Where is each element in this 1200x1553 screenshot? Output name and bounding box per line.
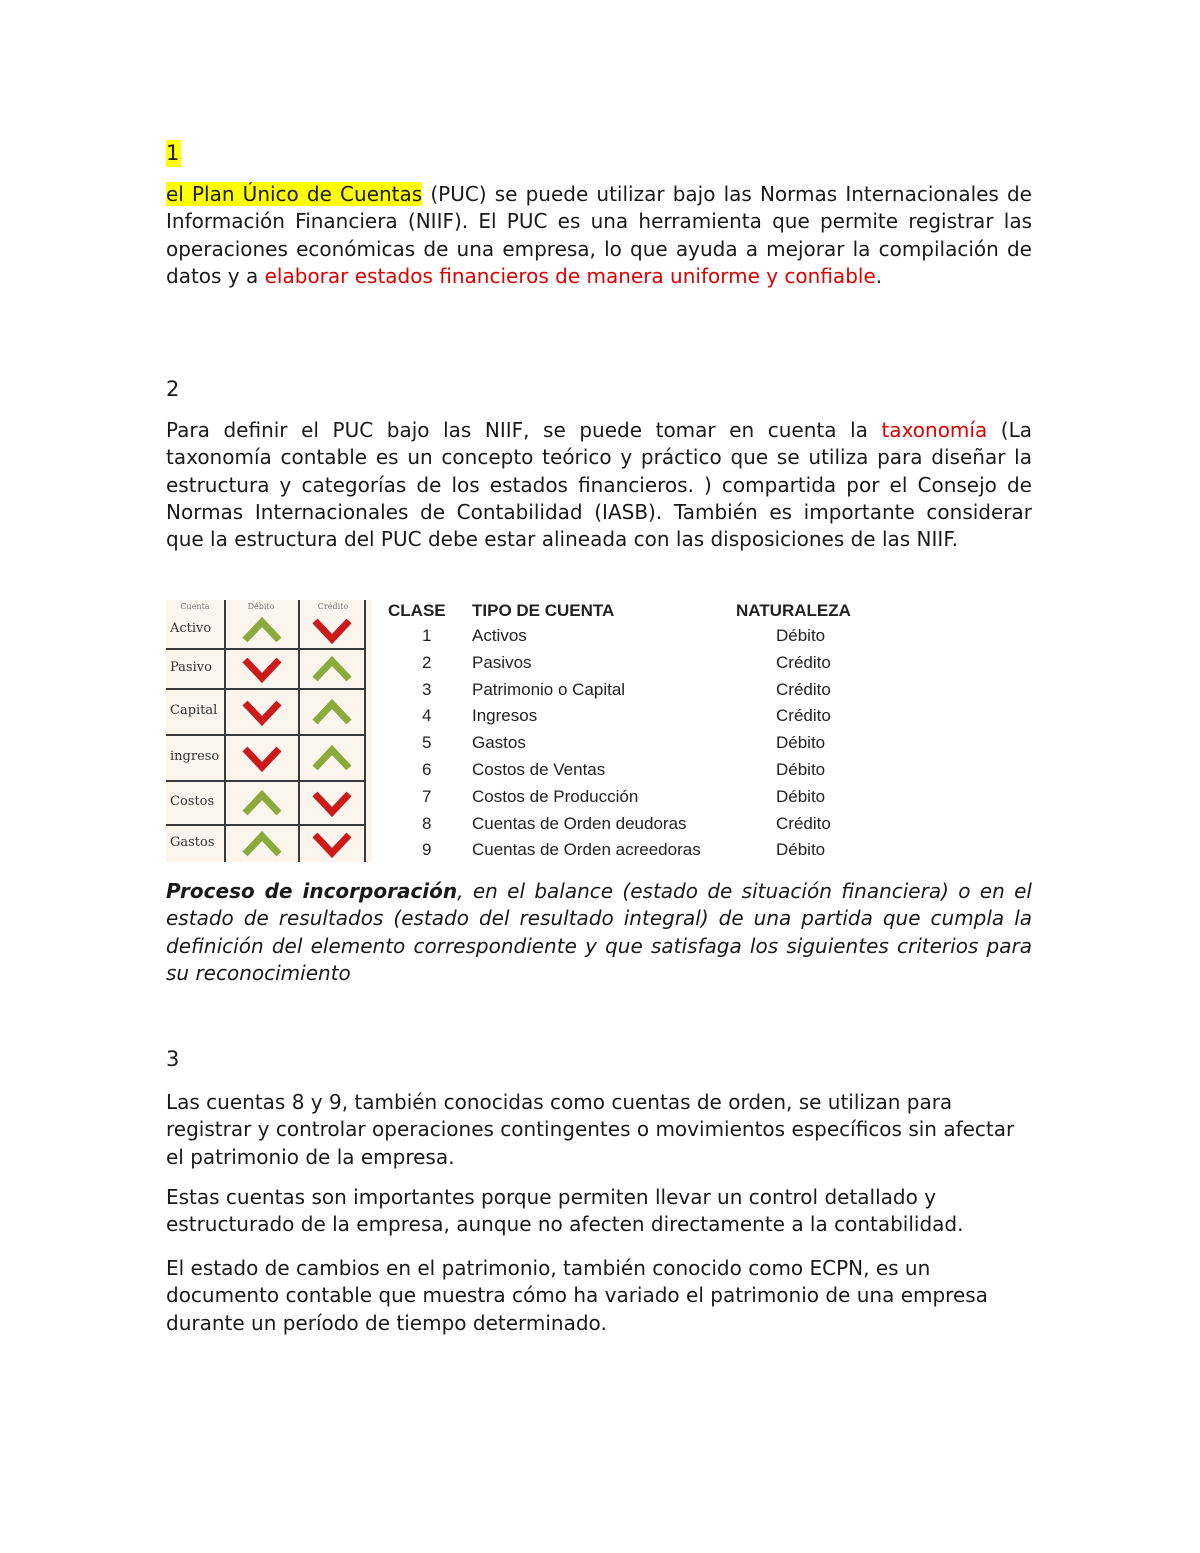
chart-row-label: Pasivo xyxy=(170,660,212,675)
chart-row-label: Costos xyxy=(170,794,215,809)
chevron-down-icon xyxy=(242,655,282,683)
account-type: Costos de Producción xyxy=(472,786,639,806)
proceso-incorporacion-term: Proceso de incorporación xyxy=(166,879,458,903)
account-nature: Débito xyxy=(776,626,826,645)
class-table-header-naturaleza: NATURALEZA xyxy=(736,601,851,620)
class-number: 7 xyxy=(422,786,432,806)
taxonomia-red-word: taxonomía xyxy=(881,418,988,442)
section-3-paragraph-3: El estado de cambios en el patrimonio, también conocido como ECPN, es un documento contable que muestra cómo ha variado el patrimonio de una empresa durante un período de tiempo determinado. xyxy=(166,1256,988,1335)
chevron-up-icon xyxy=(242,789,282,817)
section-2-number: 2 xyxy=(166,377,180,401)
chevron-down-icon xyxy=(312,789,352,817)
chevron-up-icon xyxy=(242,616,282,644)
section-3-number: 3 xyxy=(166,1047,180,1071)
account-nature: Débito xyxy=(776,840,826,860)
debit-credit-chart xyxy=(166,600,372,862)
class-number: 2 xyxy=(422,652,432,672)
account-nature: Crédito xyxy=(776,679,831,699)
chart-row-label: Capital xyxy=(170,703,218,718)
section-1-red-text: elaborar estados financieros de manera uniforme y confiable xyxy=(264,263,876,288)
section-1-paragraph: el Plan Único de Cuentas (PUC) se puede utilizar bajo las Normas Internacionales de Información Financiera (NIIF). El PUC es una herramienta que permite registrar las operaciones económicas de una empresa, lo que ayuda a mejorar la compilación de datos y a elaborar estados financieros de manera uniforme y confiable. xyxy=(166,182,1032,288)
chevron-up-icon xyxy=(312,655,352,683)
account-nature: Crédito xyxy=(776,813,831,833)
chart-header-credito: Crédito xyxy=(317,602,349,611)
account-type: Activos xyxy=(472,626,527,645)
chevron-down-icon xyxy=(312,830,352,858)
account-nature: Débito xyxy=(776,733,826,753)
class-number: 6 xyxy=(422,760,432,779)
account-type: Pasivos xyxy=(472,652,532,672)
section-3-paragraph-1: Las cuentas 8 y 9, también conocidas como cuentas de orden, se utilizan para registrar y controlar operaciones contingentes o movimientos específicos sin afectar el patrimonio de la empresa. xyxy=(166,1090,1015,1169)
class-number: 3 xyxy=(422,679,432,699)
section-1-text: (PUC) se puede utilizar bajo las Normas Internacionales de Información Financiera (NIIF). El PUC es una herramienta que permite registrar las operaciones económicas de una empresa, lo que ayuda a mejorar la compilación de datos y a xyxy=(166,182,1032,288)
chevron-down-icon xyxy=(312,616,352,644)
chevron-up-icon xyxy=(312,744,352,772)
section-1-number: 1 xyxy=(166,141,180,165)
plan-unico-highlight: el Plan Único de Cuentas xyxy=(166,182,423,206)
chevron-up-icon xyxy=(312,698,352,726)
chart-header-cuenta: Cuenta xyxy=(180,602,210,611)
chevron-down-icon xyxy=(242,698,282,726)
account-nature: Débito xyxy=(776,760,826,779)
section-2-paragraph: Para definir el PUC bajo las NIIF, se puede tomar en cuenta la taxonomía (La taxonomía contable es un concepto teórico y práctico que se utiliza para diseñar la estructura y categorías de los estados financieros. ) compartida por el Consejo de Normas Internacionales de Contabilidad (IASB). También es importante considerar que la estructura del PUC debe estar alineada con las disposiciones de las NIIF. xyxy=(166,418,1033,552)
account-type: Cuentas de Orden acreedoras xyxy=(472,840,701,860)
class-table-header-clase: CLASE xyxy=(388,601,446,620)
class-number: 5 xyxy=(422,733,432,753)
account-type: Cuentas de Orden deudoras xyxy=(472,813,687,833)
chevron-up-icon xyxy=(242,830,282,858)
account-type: Patrimonio o Capital xyxy=(472,679,626,699)
chart-row-label: Activo xyxy=(170,621,212,636)
class-number: 9 xyxy=(422,840,432,860)
chart-header-debito: Débito xyxy=(247,602,275,611)
account-type: Gastos xyxy=(472,733,526,753)
chevron-down-icon xyxy=(242,744,282,772)
section-3-paragraph-2: Estas cuentas son importantes porque permiten llevar un control detallado y estructurado de la empresa, aunque no afecten directamente a la contabilidad. xyxy=(166,1185,964,1237)
class-number: 4 xyxy=(422,706,432,726)
account-nature: Débito xyxy=(776,786,826,806)
chart-row-label: ingreso xyxy=(170,749,220,764)
class-number: 1 xyxy=(422,626,432,645)
proceso-incorporacion-paragraph: Proceso de incorporación, en el balance (estado de situación financiera) o en el estado de resultados (estado del resultado integral) de una partida que cumpla la definición del elemento correspondiente y que satisfaga los siguientes criterios para su reconocimiento xyxy=(166,879,1032,985)
class-table xyxy=(382,600,872,862)
account-type: Ingresos xyxy=(472,706,538,726)
account-nature: Crédito xyxy=(776,652,831,672)
account-nature: Crédito xyxy=(776,706,831,726)
class-table-header-tipo: TIPO DE CUENTA xyxy=(472,601,615,620)
account-type: Costos de Ventas xyxy=(472,760,606,779)
chart-row-label: Gastos xyxy=(170,835,215,850)
class-number: 8 xyxy=(422,813,432,833)
